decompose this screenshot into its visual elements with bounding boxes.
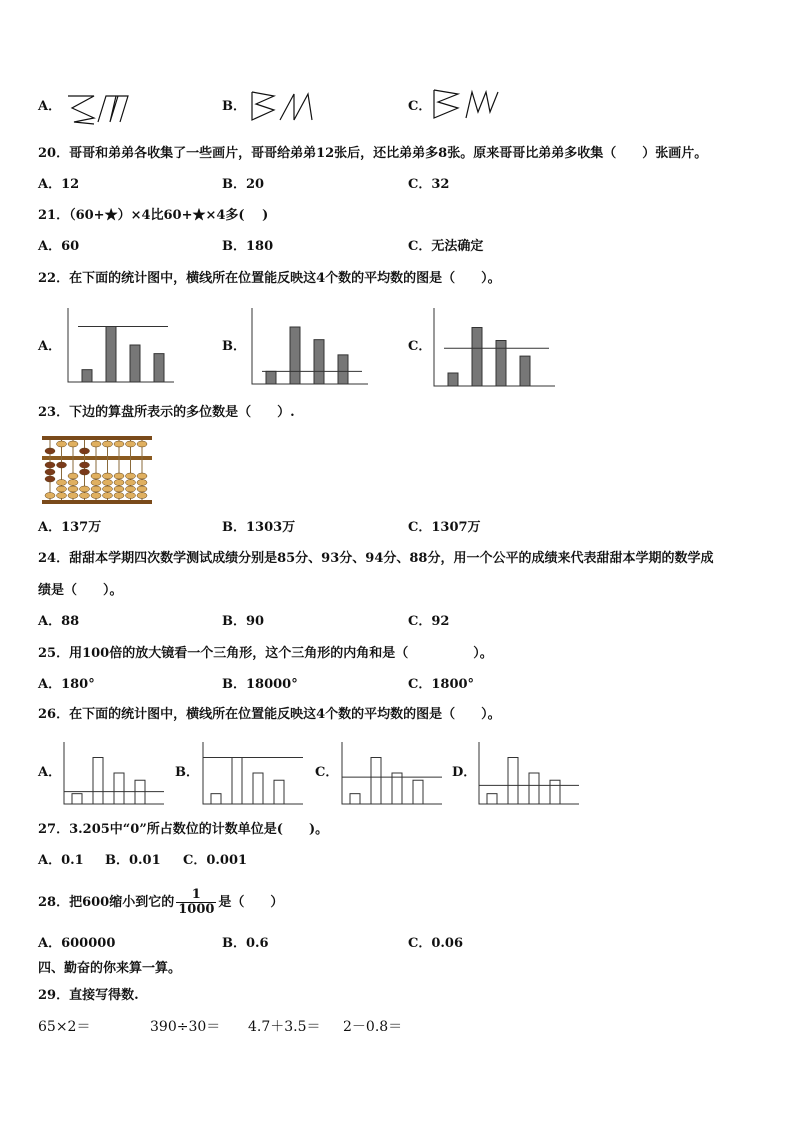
q26-option-c[interactable]: C． [315, 765, 339, 780]
abacus-icon [42, 436, 152, 504]
q19-option-c[interactable]: C． [408, 99, 432, 114]
abacus-bead [80, 462, 90, 468]
abacus-bead [103, 486, 113, 492]
q26-option-d[interactable]: D． [452, 765, 477, 780]
chart-bar [232, 758, 242, 805]
triangle-shapes-a-icon [66, 92, 136, 126]
chart-bar [529, 773, 539, 804]
q19-option-a[interactable]: A． [38, 99, 62, 114]
q29-expr-1: 65×2＝ [38, 1019, 91, 1035]
abacus-bead [114, 486, 124, 492]
q22-stem: 22．在下面的统计图中，横线所在位置能反映这4个数的平均数的图是（ ）。 [38, 271, 501, 286]
chart-bar [413, 780, 423, 804]
q28-frac-num: 1 [176, 888, 216, 903]
abacus-bead [80, 469, 90, 475]
chart-bar [154, 354, 164, 382]
q22-chart-a [66, 306, 176, 384]
q23-option-a[interactable]: A．137万 [38, 520, 102, 535]
abacus-bead [137, 441, 147, 447]
chart-bar [114, 773, 124, 804]
chart-bar [130, 345, 140, 382]
abacus-bead [114, 441, 124, 447]
q21-option-b[interactable]: B．180 [222, 239, 274, 254]
q25-option-b[interactable]: B．18000° [222, 677, 298, 692]
q24-option-a[interactable]: A．88 [38, 614, 80, 629]
abacus-bead [57, 462, 67, 468]
abacus-bead [68, 486, 78, 492]
chart-bar [93, 758, 103, 805]
abacus-bead [103, 493, 113, 499]
abacus-bead [103, 441, 113, 447]
chart-bar [290, 327, 300, 384]
q28-frac-den: 1000 [178, 902, 215, 917]
q28-option-b[interactable]: B．0.6 [222, 936, 269, 951]
abacus-bead [45, 462, 55, 468]
chart-bar [508, 758, 518, 805]
q28-option-c[interactable]: C．0.06 [408, 936, 464, 951]
q24-option-c[interactable]: C．92 [408, 614, 450, 629]
chart-bar [72, 794, 82, 804]
chart-bar [211, 794, 221, 804]
q20-option-c[interactable]: C．32 [408, 177, 450, 192]
abacus-bead [91, 486, 101, 492]
abacus-bead [137, 493, 147, 499]
q22-option-c[interactable]: C． [408, 339, 432, 354]
abacus-bead [57, 486, 67, 492]
q23-option-b[interactable]: B．1303万 [222, 520, 296, 535]
chart-bar [82, 370, 92, 382]
abacus-bead [114, 480, 124, 486]
abacus-bead [114, 473, 124, 479]
q25-option-c[interactable]: C．1800° [408, 677, 475, 692]
chart-bar [106, 327, 116, 383]
q27-option-b[interactable]: B．0.01 [105, 853, 161, 868]
q24-stem-line1: 24．甜甜本学期四次数学测试成绩分别是85分、93分、94分、88分，用一个公平的成绩来代表甜甜本学期的数学成 [38, 551, 714, 566]
chart-bar [472, 328, 482, 387]
chart-bar [448, 373, 458, 386]
q20-option-b[interactable]: B．20 [222, 177, 265, 192]
chart-bar [371, 758, 381, 805]
abacus-bead [57, 441, 67, 447]
abacus-bead [126, 493, 136, 499]
chart-bar [314, 340, 324, 384]
q25-option-a[interactable]: A．180° [38, 677, 95, 692]
chart-bar [350, 794, 360, 804]
abacus-bead [68, 473, 78, 479]
chart-bar [392, 773, 402, 804]
chart-bar [274, 780, 284, 804]
q27-stem: 27．3.205中“0”所占数位的计数单位是( )。 [38, 822, 329, 837]
q28-option-a[interactable]: A．600000 [38, 936, 116, 951]
q26-chart-d [477, 740, 581, 806]
q28-stem [38, 888, 283, 917]
abacus-bead [91, 480, 101, 486]
q26-option-a[interactable]: A． [38, 765, 62, 780]
q21-option-c[interactable]: C．无法确定 [408, 239, 484, 254]
abacus-bead [137, 473, 147, 479]
chart-bar [253, 773, 263, 804]
abacus-bead [91, 473, 101, 479]
q24-option-b[interactable]: B．90 [222, 614, 265, 629]
abacus-bead [103, 480, 113, 486]
section4-title: 四、勤奋的你来算一算。 [38, 961, 182, 976]
chart-bar [338, 355, 348, 384]
q27-option-c[interactable]: C．0.001 [183, 853, 248, 868]
q21-stem: 21．（60+★）×4比60+★×4多( ) [38, 208, 269, 223]
abacus-bead [126, 486, 136, 492]
chart-bar [520, 356, 530, 386]
abacus-bead [80, 486, 90, 492]
q22-option-b[interactable]: B． [222, 339, 246, 354]
abacus-bead [103, 473, 113, 479]
abacus-bead [57, 480, 67, 486]
abacus-bead [68, 493, 78, 499]
abacus-bead [45, 469, 55, 475]
chart-bar [266, 371, 276, 384]
q19-option-b[interactable]: B． [222, 99, 246, 114]
abacus-bead [91, 441, 101, 447]
q28-fraction [176, 888, 216, 917]
q29-expr-3: 4.7＋3.5＝ [248, 1019, 321, 1035]
q22-option-a[interactable]: A． [38, 339, 62, 354]
abacus-bead [126, 441, 136, 447]
q28-stem-after: 是（ ） [218, 895, 284, 910]
q23-stem: 23．下边的算盘所表示的多位数是（ ）. [38, 405, 295, 420]
abacus-bead [91, 493, 101, 499]
q23-option-c[interactable]: C．1307万 [408, 520, 481, 535]
chart-bar [496, 341, 506, 387]
abacus-bead [80, 493, 90, 499]
q25-stem: 25．用100倍的放大镜看一个三角形，这个三角形的内角和是（ ）。 [38, 646, 493, 661]
abacus-bead [68, 480, 78, 486]
abacus-bead [57, 493, 67, 499]
abacus-bead [80, 448, 90, 454]
q20-stem: 20．哥哥和弟弟各收集了一些画片，哥哥给弟弟12张后，还比弟弟多8张。原来哥哥比弟弟多收集（ ）张画片。 [38, 146, 708, 161]
chart-bar [487, 794, 497, 804]
q24-stem-line2: 绩是（ ）。 [38, 583, 123, 598]
abacus-bead [137, 486, 147, 492]
q26-option-b[interactable]: B． [175, 765, 199, 780]
triangle-shapes-c-icon [432, 88, 504, 122]
abacus-bead [126, 473, 136, 479]
q26-chart-a [62, 740, 166, 806]
abacus-bead [45, 493, 55, 499]
abacus-bead [114, 493, 124, 499]
abacus-bead [45, 476, 55, 482]
q29-expr-4: 2－0.8＝ [343, 1019, 403, 1035]
q21-option-a[interactable]: A．60 [38, 239, 80, 254]
q28-stem-before: 28．把600缩小到它的 [38, 895, 175, 910]
q29-stem: 29．直接写得数. [38, 988, 139, 1003]
abacus-bead [68, 441, 78, 447]
q22-chart-b [250, 306, 370, 386]
q27-option-a[interactable]: A．0.1 [38, 853, 84, 868]
abacus-bead [137, 480, 147, 486]
abacus-bead [126, 480, 136, 486]
abacus-bead [45, 448, 55, 454]
q29-expr-2: 390÷30＝ [150, 1019, 221, 1035]
q26-chart-b [201, 740, 305, 806]
q22-chart-c [432, 306, 557, 388]
q26-stem: 26．在下面的统计图中，横线所在位置能反映这4个数的平均数的图是（ ）。 [38, 707, 501, 722]
q26-chart-c [340, 740, 444, 806]
chart-bar [135, 780, 145, 804]
chart-bar [550, 780, 560, 804]
q20-option-a[interactable]: A．12 [38, 177, 80, 192]
triangle-shapes-b-icon [250, 90, 320, 124]
